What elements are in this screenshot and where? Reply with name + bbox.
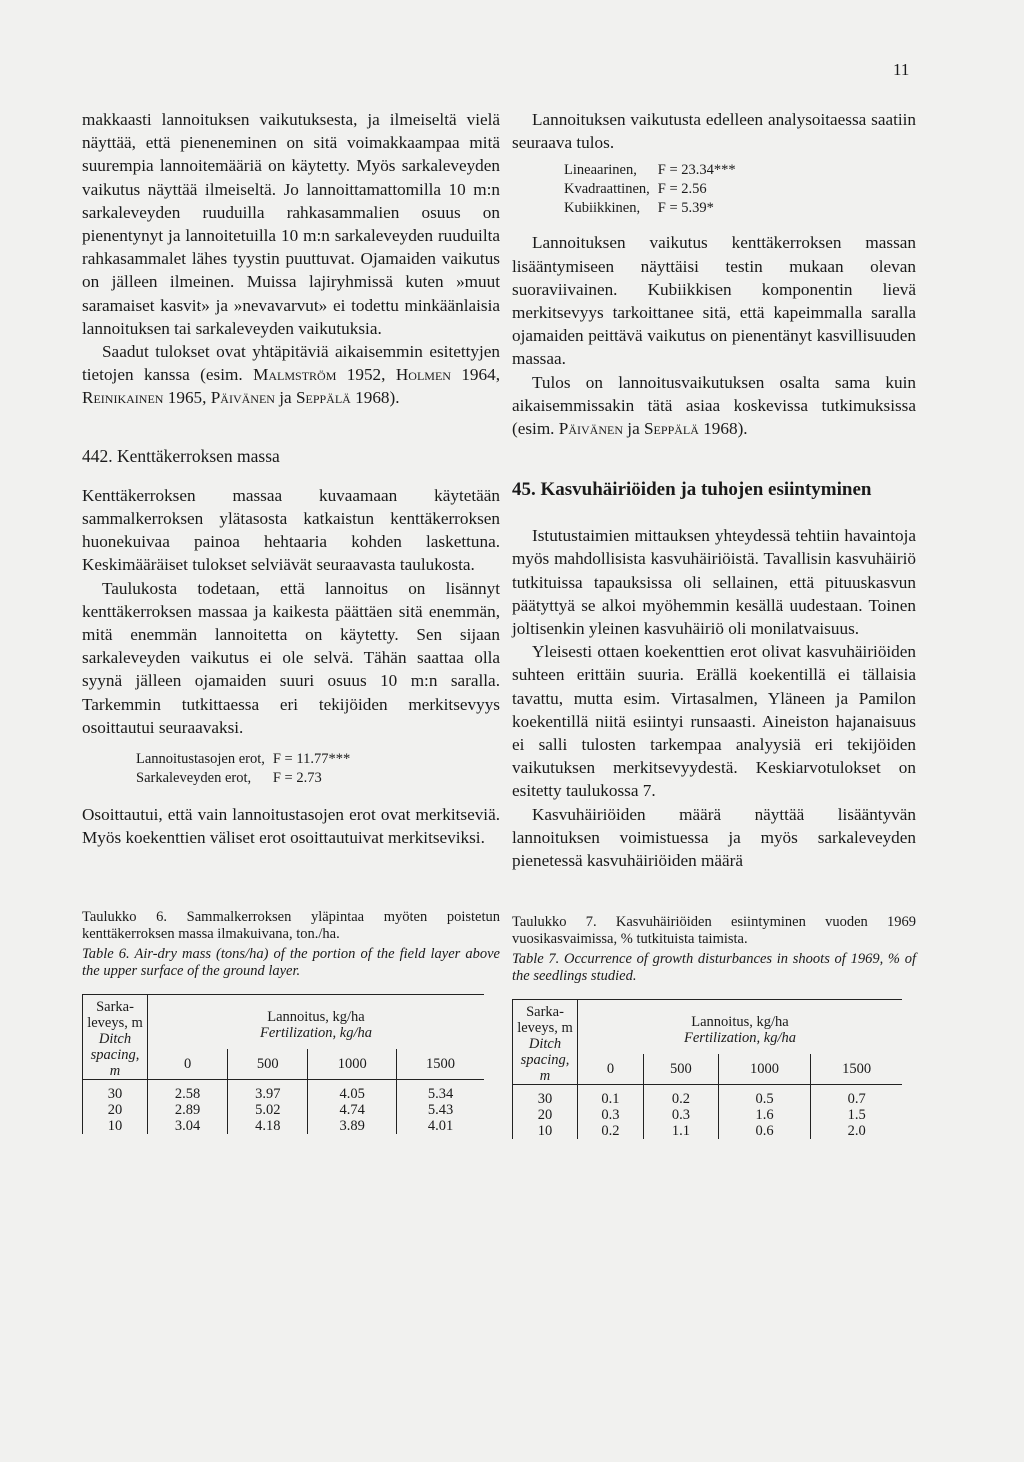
table6-level: 1000 (308, 1049, 397, 1080)
ref-reinikainen: Reinikainen (82, 388, 164, 408)
table-6 (82, 994, 484, 1134)
table-row: 30 0.1 0.2 0.5 0.7 (513, 1085, 903, 1108)
table-row: 10 3.04 4.18 3.89 4.01 (83, 1118, 485, 1134)
page-number: 11 (893, 60, 910, 79)
table7-group-header: Lannoitus, kg/ha Fertilization, kg/ha (578, 1000, 903, 1055)
right-paragraph-2: Lannoituksen vaikutus kenttäkerroksen massan lisääntymiseen näyttäisi testin mukaan olevan suoraviivainen. Kubiikkisen komponentin lievä merkitsevyys tarkoittanee sitä, että kapeimmalla saralla ojamaiden peittävä vaikutus on pienentänyt kasvillisuuden massaa. (512, 233, 916, 369)
right-paragraph-6: Kasvuhäiriöiden määrä näyttää lisääntyvän lannoituksen voimistuessa ja myös sarkaleveyden pienetessä kasvuhäiriöiden määrä (512, 804, 916, 871)
table7-caption-fi: Taulukko 7. Kasvuhäiriöiden esiintyminen vuoden 1969 vuosikasvaimissa, % tutkituista taimista. (512, 914, 916, 948)
section-heading-442: 442. Kenttäkerroksen massa (82, 445, 280, 466)
left-column (82, 108, 500, 1134)
right-paragraph-3: Tulos on lannoitusvaikutuksen osalta sama kuin aikaisemmissakin tätä asiaa koskevissa tutkimuksissa (esim. Päivänen ja Seppälä 1968). (512, 372, 916, 439)
table6-caption-fi: Taulukko 6. Sammalkerroksen yläpintaa myöten poistetun kenttäkerroksen massa ilmakuivana, ton./ha. (82, 909, 500, 943)
right-paragraph-4: Istutustaimien mittauksen yhteydessä tehtiin havaintoja myös mahdollisista kasvuhäiriöistä. Tavallisin kasvuhäiriö tutkituissa tapauksissa oli sellainen, että pituuskasvun päätyttyä se alkoi myöhemmin kesällä uudestaan. Toinen joltisenkin yleinen kasvuhäiriö oli monilatvaisuus. (512, 526, 916, 639)
ref-seppala: Seppälä (644, 419, 699, 439)
left-stats: Lannoitustasojen erot, F = 11.77*** Sarkaleveyden erot, F = 2.73 (136, 751, 351, 787)
table6-col1-header: Sarka-leveys, m Ditch spacing, m (83, 995, 148, 1080)
table6-caption-en: Table 6. Air-dry mass (tons/ha) of the portion of the field layer above the upper surface of the ground layer. (82, 946, 500, 980)
ref-paivanen: Päivänen (210, 388, 275, 408)
table6-level: 500 (228, 1049, 308, 1080)
ref-malmstrom: Malmström (253, 365, 337, 385)
left-paragraph-3: Kenttäkerroksen massaa kuvaamaan käytetään sammalkerroksen ylätasosta katkaistun kenttäkerroksen huonekuivaa painoa hehtaaria kohden laskettuna. Keskimääräiset tulokset selviävät seuraavasta taulukosta. (82, 485, 500, 575)
table7-col1-header: Sarka-leveys, m Ditch spacing, m (513, 1000, 578, 1085)
left-paragraph-5: Osoittautui, että vain lannoitustasojen erot ovat merkitseviä. Myös koekenttien väliset erot osoittautuivat merkitseviksi. (82, 805, 500, 848)
ref-holmen: Holmen (395, 365, 451, 385)
table-row: 20 0.3 0.3 1.6 1.5 (513, 1107, 903, 1123)
right-paragraph-5: Yleisesti ottaen koekenttien erot olivat kasvuhäiriöiden suhteen erittäin suuria. Erällä koekentillä ei tällaisia tavattu, mutta esim. Virtasalmen, Yläneen ja Pamilon koekentillä niitä esiintyi runsaasti. Aineiston hajanaisuus ei salli tulosten tarkempaa analyysiä eri tekijöiden vaikutuksen merkitsevyydestä. Keskiarvotulokset on esitetty taulukossa 7. (512, 642, 916, 801)
table-7 (512, 999, 902, 1139)
table7-caption-en: Table 7. Occurrence of growth disturbances in shoots of 1969, % of the seedlings studied. (512, 951, 916, 985)
right-column (512, 108, 916, 1139)
table-row: 10 0.2 1.1 0.6 2.0 (513, 1123, 903, 1139)
left-paragraph-1: makkaasti lannoituksen vaikutuksesta, ja ilmeiseltä vielä näyttää, että pieneneminen on sitä voimakkaampaa mitä suurempia lannoitemääriä on käytetty. Myös sarkaleveyden vaikutus näyttää ilmeiseltä. Jo lannoittamattomilla 10 m:n sarkaleveyden ruuduilla rahkasammalien osuus on pienentynyt ja lannoitetuilla 10 m:n sarkaleveyden ruuduilta rahkasammalet lähes tyystin puuttuvat. Ojamaiden vaikutus on jälleen ilmeinen. Muissa lajiryhmissä kuten »muut saramaiset kasvit» ja »nevavarvut» ei todettu minkäänlaisia lannoituksen tai sarkaleveyden vaikutuksia. (82, 110, 500, 338)
right-stats: Lineaarinen, F = 23.34*** Kvadraattinen, F = 2.56 Kubiikkinen, F = 5.39* (564, 162, 736, 217)
table7-level: 0 (578, 1054, 644, 1085)
left-paragraph-4: Taulukosta todetaan, että lannoitus on lisännyt kenttäkerroksen massaa ja kaikesta päättäen sitä enemmän, mitä enemmän lannoitetta on käytetty. Sen sijaan sarkaleveyden vaikutus ei ole selvä. Tähän saattaa olla syynä jälleen ojamaiden suuri osuus 10 m:n saralla. Tarkemmin tutkittaessa eri tekijöiden merkitsevyys osoittautui seuraavaksi. (82, 578, 500, 737)
left-paragraph-2: Saadut tulokset ovat yhtäpitäviä aikaisemmin esitettyjen tietojen kanssa (esim. Malmström 1952, Holmen 1964, Reinikainen 1965, Päivänen ja Seppälä 1968). (82, 342, 501, 408)
table7-level: 500 (643, 1054, 718, 1085)
ref-seppala: Seppälä (295, 388, 351, 408)
table-row: 30 2.58 3.97 4.05 5.34 (83, 1080, 485, 1103)
table7-level: 1500 (811, 1054, 902, 1085)
table7-level: 1000 (718, 1054, 810, 1085)
table6-level: 0 (148, 1049, 228, 1080)
table6-group-header: Lannoitus, kg/ha Fertilization, kg/ha (148, 995, 485, 1050)
ref-paivanen: Päivänen (558, 419, 623, 439)
table6-level: 1500 (397, 1049, 484, 1080)
table-row: 20 2.89 5.02 4.74 5.43 (83, 1102, 485, 1118)
right-paragraph-1: Lannoituksen vaikutusta edelleen analysoitaessa saatiin seuraava tulos. (512, 110, 916, 153)
section-heading-45: 45. Kasvuhäiriöiden ja tuhojen esiintyminen (512, 479, 872, 501)
